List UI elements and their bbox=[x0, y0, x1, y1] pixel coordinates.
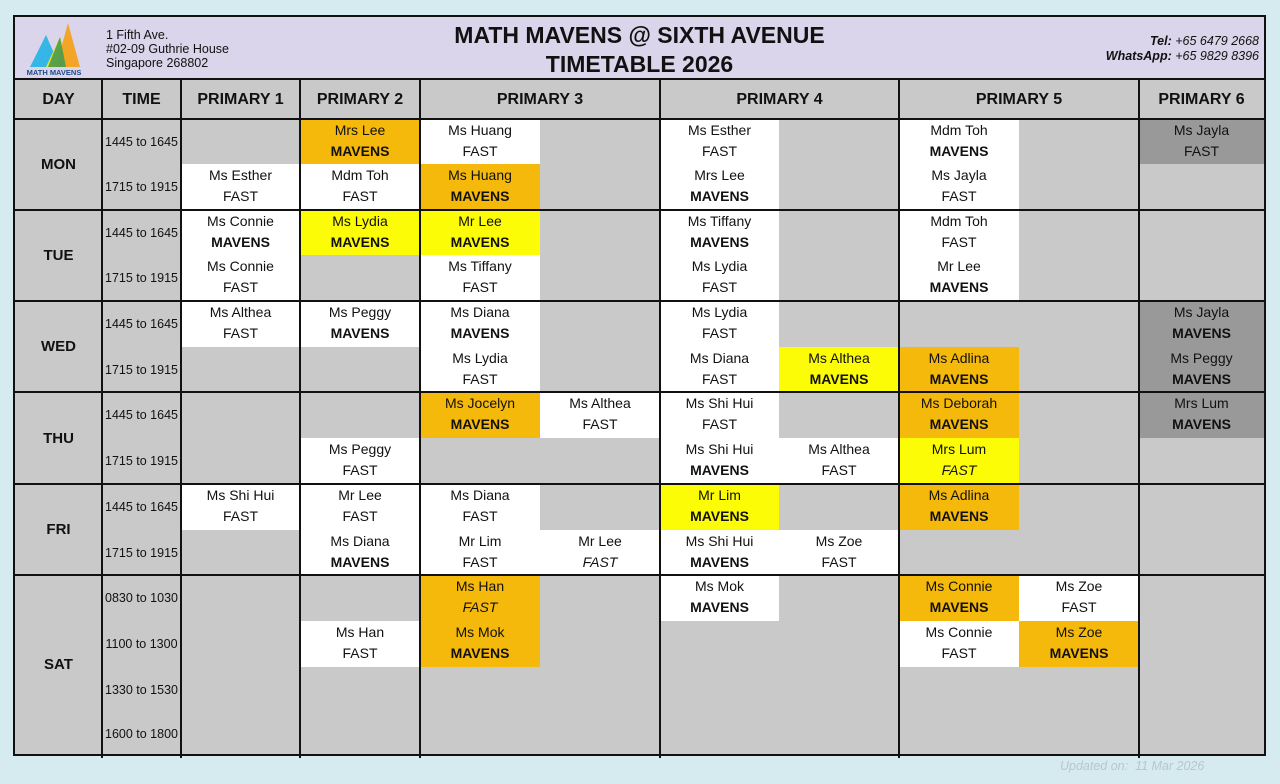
program-name: FAST bbox=[1183, 143, 1219, 159]
timetable bbox=[13, 15, 1266, 756]
grid-line-horizontal bbox=[15, 574, 1264, 576]
class-cell[interactable] bbox=[660, 530, 779, 575]
time-slot: 1445 to 1645 bbox=[102, 484, 181, 530]
page-title bbox=[315, 21, 964, 79]
teacher-name: Mr Lim bbox=[698, 487, 741, 503]
teacher-name: Mr Lee bbox=[458, 213, 502, 229]
math-mavens-logo bbox=[20, 21, 88, 77]
day-wed: WED bbox=[15, 301, 102, 392]
time-slot: 1715 to 1915 bbox=[102, 164, 181, 210]
time-slot: 1100 to 1300 bbox=[102, 621, 181, 667]
class-cell[interactable] bbox=[300, 621, 420, 667]
header-primary-6: PRIMARY 6 bbox=[1139, 80, 1264, 119]
title-line-2: TIMETABLE 2026 bbox=[545, 51, 734, 77]
teacher-name: Ms Jocelyn bbox=[444, 395, 516, 411]
teacher-name: Ms Zoe bbox=[815, 533, 863, 549]
class-cell[interactable] bbox=[660, 347, 779, 392]
class-cell[interactable] bbox=[181, 255, 300, 301]
program-name: FAST bbox=[701, 279, 737, 295]
class-cell[interactable] bbox=[899, 575, 1019, 621]
teacher-name: Ms Lydia bbox=[452, 350, 508, 366]
teacher-name: Mr Lim bbox=[458, 533, 502, 549]
address-line: Singapore 268802 bbox=[106, 56, 209, 70]
updated-date: 11 Mar 2026 bbox=[1135, 759, 1205, 773]
grid-line-vertical bbox=[101, 80, 103, 758]
class-cell[interactable] bbox=[181, 484, 300, 530]
class-cell[interactable] bbox=[300, 530, 420, 575]
class-cell[interactable] bbox=[420, 255, 540, 301]
grid-line-horizontal bbox=[15, 300, 1264, 302]
teacher-name: Ms Han bbox=[335, 624, 385, 640]
time-slot: 1715 to 1915 bbox=[102, 255, 181, 301]
program-name: FAST bbox=[462, 599, 498, 615]
teacher-name: Ms Zoe bbox=[1055, 578, 1103, 594]
program-name: FAST bbox=[941, 188, 977, 204]
teacher-name: Mrs Lum bbox=[931, 441, 987, 457]
program-name: MAVENS bbox=[690, 599, 749, 615]
teacher-name: Ms Diana bbox=[450, 487, 510, 503]
teacher-name: Mdm Toh bbox=[930, 122, 988, 138]
time-slot: 1330 to 1530 bbox=[102, 667, 181, 713]
teacher-name: Ms Mok bbox=[455, 624, 505, 640]
program-name: MAVENS bbox=[1049, 645, 1109, 661]
teacher-name: Ms Shi Hui bbox=[685, 395, 754, 411]
teacher-name: Ms Esther bbox=[208, 167, 272, 183]
class-cell[interactable] bbox=[300, 438, 420, 484]
class-cell[interactable] bbox=[660, 438, 779, 484]
program-name: FAST bbox=[821, 462, 857, 478]
teacher-name: Ms Zoe bbox=[1055, 624, 1103, 640]
class-cell[interactable] bbox=[899, 484, 1019, 530]
teacher-name: Ms Lydia bbox=[691, 258, 748, 274]
program-name: FAST bbox=[222, 325, 258, 341]
updated-label: Updated on: bbox=[1060, 759, 1129, 773]
program-name: FAST bbox=[462, 554, 498, 570]
program-name: MAVENS bbox=[929, 508, 989, 524]
teacher-name: Ms Peggy bbox=[328, 441, 392, 457]
class-cell[interactable] bbox=[660, 164, 779, 210]
address-line: #02-09 Guthrie House bbox=[106, 42, 229, 56]
program-name: FAST bbox=[462, 508, 498, 524]
teacher-name: Ms Peggy bbox=[1170, 350, 1233, 366]
header-time: TIME bbox=[102, 80, 181, 119]
time-slot: 1715 to 1915 bbox=[102, 438, 181, 484]
day-sat: SAT bbox=[15, 575, 102, 754]
header-day: DAY bbox=[15, 80, 102, 119]
teacher-name: Ms Jayla bbox=[1173, 304, 1230, 320]
class-cell[interactable] bbox=[1139, 347, 1264, 392]
grid-line-vertical bbox=[419, 80, 421, 758]
class-cell[interactable] bbox=[1019, 575, 1139, 621]
updated-note bbox=[1060, 759, 1204, 773]
class-cell[interactable] bbox=[420, 347, 540, 392]
grid-line-vertical bbox=[659, 80, 661, 758]
whatsapp-value: +65 9829 8396 bbox=[1175, 49, 1259, 63]
program-name: FAST bbox=[701, 416, 737, 432]
program-name: FAST bbox=[222, 508, 258, 524]
teacher-name: Ms Jayla bbox=[931, 167, 987, 183]
time-slot: 1600 to 1800 bbox=[102, 713, 181, 754]
program-name: FAST bbox=[701, 143, 737, 159]
class-cell[interactable] bbox=[899, 621, 1019, 667]
class-cell[interactable] bbox=[420, 484, 540, 530]
teacher-name: Ms Esther bbox=[687, 122, 751, 138]
grid-line-vertical bbox=[898, 80, 900, 758]
time-slot: 0830 to 1030 bbox=[102, 575, 181, 621]
program-name: MAVENS bbox=[330, 234, 390, 250]
class-cell[interactable] bbox=[899, 119, 1019, 164]
teacher-name: Ms Han bbox=[455, 578, 505, 594]
time-slot: 1445 to 1645 bbox=[102, 119, 181, 164]
grid-line-vertical bbox=[299, 80, 301, 758]
teacher-name: Ms Huang bbox=[448, 122, 512, 138]
teacher-name: Ms Jayla bbox=[1173, 122, 1230, 138]
class-cell[interactable] bbox=[420, 392, 540, 438]
class-cell[interactable] bbox=[300, 164, 420, 210]
class-cell[interactable] bbox=[181, 164, 300, 210]
class-cell[interactable] bbox=[420, 119, 540, 164]
tel-label: Tel: bbox=[1149, 34, 1172, 48]
program-name: MAVENS bbox=[809, 371, 869, 387]
timetable-header bbox=[15, 17, 1264, 80]
time-slot: 1715 to 1915 bbox=[102, 530, 181, 575]
class-cell[interactable] bbox=[660, 210, 779, 255]
teacher-name: Ms Diana bbox=[330, 533, 390, 549]
class-cell[interactable] bbox=[300, 301, 420, 347]
class-cell[interactable] bbox=[899, 438, 1019, 484]
program-name: MAVENS bbox=[690, 234, 749, 250]
class-cell[interactable] bbox=[899, 210, 1019, 255]
teacher-name: Ms Diana bbox=[450, 304, 510, 320]
time-slot: 1445 to 1645 bbox=[102, 392, 181, 438]
teacher-name: Ms Tiffany bbox=[448, 258, 512, 274]
class-cell[interactable] bbox=[660, 575, 779, 621]
teacher-name: Ms Mok bbox=[695, 578, 744, 594]
class-cell[interactable] bbox=[779, 438, 899, 484]
program-name: MAVENS bbox=[450, 188, 510, 204]
program-name: MAVENS bbox=[929, 279, 989, 295]
teacher-name: Mrs Lee bbox=[334, 122, 386, 138]
class-cell[interactable] bbox=[420, 530, 540, 575]
program-name: MAVENS bbox=[929, 416, 989, 432]
teacher-name: Mr Lee bbox=[578, 533, 622, 549]
class-cell[interactable] bbox=[899, 255, 1019, 301]
grid-line-horizontal bbox=[15, 483, 1264, 485]
class-cell[interactable] bbox=[1139, 119, 1264, 164]
class-cell[interactable] bbox=[540, 530, 660, 575]
program-name: MAVENS bbox=[929, 371, 989, 387]
teacher-name: Mr Lee bbox=[937, 258, 981, 274]
class-cell[interactable] bbox=[660, 484, 779, 530]
class-cell[interactable] bbox=[181, 210, 300, 255]
time-slot: 1715 to 1915 bbox=[102, 347, 181, 392]
program-name: FAST bbox=[342, 645, 378, 661]
program-name: MAVENS bbox=[690, 188, 749, 204]
program-name: MAVENS bbox=[330, 554, 390, 570]
program-name: MAVENS bbox=[450, 416, 510, 432]
teacher-name: Ms Connie bbox=[925, 578, 993, 594]
teacher-name: Ms Adlina bbox=[928, 350, 990, 366]
class-cell[interactable] bbox=[899, 392, 1019, 438]
address-line: 1 Fifth Ave. bbox=[106, 28, 169, 42]
teacher-name: Ms Althea bbox=[569, 395, 631, 411]
program-name: MAVENS bbox=[690, 508, 749, 524]
teacher-name: Ms Lydia bbox=[332, 213, 388, 229]
teacher-name: Ms Connie bbox=[207, 258, 274, 274]
class-cell[interactable] bbox=[660, 119, 779, 164]
program-name: FAST bbox=[941, 234, 977, 250]
program-name: MAVENS bbox=[330, 325, 390, 341]
grid-line-horizontal bbox=[15, 118, 1264, 120]
teacher-name: Mrs Lum bbox=[1174, 395, 1229, 411]
class-cell[interactable] bbox=[1139, 301, 1264, 347]
class-cell[interactable] bbox=[1019, 621, 1139, 667]
class-cell[interactable] bbox=[300, 484, 420, 530]
tel-value: +65 6479 2668 bbox=[1175, 34, 1259, 48]
program-name: MAVENS bbox=[450, 234, 510, 250]
teacher-name: Ms Shi Hui bbox=[685, 441, 754, 457]
program-name: MAVENS bbox=[330, 143, 390, 159]
program-name: FAST bbox=[701, 325, 737, 341]
program-name: MAVENS bbox=[450, 645, 510, 661]
program-name: FAST bbox=[821, 554, 857, 570]
class-cell[interactable] bbox=[899, 164, 1019, 210]
day-fri: FRI bbox=[15, 484, 102, 575]
teacher-name: Ms Connie bbox=[207, 213, 274, 229]
teacher-name: Ms Peggy bbox=[328, 304, 392, 320]
grid-line-horizontal bbox=[15, 391, 1264, 393]
program-name: MAVENS bbox=[929, 143, 989, 159]
teacher-name: Ms Deborah bbox=[920, 395, 998, 411]
program-name: FAST bbox=[222, 279, 258, 295]
class-cell[interactable] bbox=[1139, 392, 1264, 438]
program-name: MAVENS bbox=[1172, 416, 1231, 432]
time-slot: 1445 to 1645 bbox=[102, 301, 181, 347]
program-name: FAST bbox=[342, 188, 378, 204]
title-line-1: MATH MAVENS @ SIXTH AVENUE bbox=[454, 22, 825, 48]
program-name: FAST bbox=[342, 508, 378, 524]
header-primary-2: PRIMARY 2 bbox=[300, 80, 420, 119]
class-cell[interactable] bbox=[540, 392, 660, 438]
teacher-name: Ms Adlina bbox=[928, 487, 990, 503]
class-cell[interactable] bbox=[660, 392, 779, 438]
class-cell[interactable] bbox=[181, 301, 300, 347]
contact-block bbox=[1106, 34, 1259, 64]
program-name: FAST bbox=[342, 462, 378, 478]
program-name: MAVENS bbox=[211, 234, 270, 250]
class-cell[interactable] bbox=[300, 119, 420, 164]
program-name: MAVENS bbox=[1172, 325, 1231, 341]
program-name: MAVENS bbox=[690, 554, 749, 570]
teacher-name: Mdm Toh bbox=[930, 213, 988, 229]
teacher-name: Ms Shi Hui bbox=[206, 487, 275, 503]
class-cell[interactable] bbox=[420, 210, 540, 255]
teacher-name: Mrs Lee bbox=[694, 167, 745, 183]
whatsapp-label: WhatsApp: bbox=[1105, 49, 1172, 63]
class-cell[interactable] bbox=[779, 347, 899, 392]
day-tue: TUE bbox=[15, 210, 102, 301]
grid-line-vertical bbox=[1138, 80, 1140, 758]
teacher-name: Ms Diana bbox=[689, 350, 750, 366]
program-name: MAVENS bbox=[1172, 371, 1231, 387]
class-cell[interactable] bbox=[660, 301, 779, 347]
program-name: FAST bbox=[1061, 599, 1097, 615]
teacher-name: Ms Lydia bbox=[691, 304, 748, 320]
program-name: FAST bbox=[462, 279, 498, 295]
header-primary-1: PRIMARY 1 bbox=[181, 80, 300, 119]
class-cell[interactable] bbox=[899, 347, 1019, 392]
program-name: FAST bbox=[462, 371, 498, 387]
class-cell[interactable] bbox=[420, 164, 540, 210]
class-cell[interactable] bbox=[420, 301, 540, 347]
program-name: MAVENS bbox=[929, 599, 989, 615]
header-primary-5: PRIMARY 5 bbox=[899, 80, 1139, 119]
teacher-name: Ms Huang bbox=[448, 167, 512, 183]
teacher-name: Mr Lee bbox=[338, 487, 382, 503]
teacher-name: Ms Althea bbox=[808, 441, 870, 457]
teacher-name: Ms Tiffany bbox=[687, 213, 752, 229]
program-name: FAST bbox=[701, 371, 737, 387]
class-cell[interactable] bbox=[300, 210, 420, 255]
header-primary-4: PRIMARY 4 bbox=[660, 80, 899, 119]
grid-line-vertical bbox=[180, 80, 182, 758]
class-cell[interactable] bbox=[779, 530, 899, 575]
svg-text:MATH MAVENS: MATH MAVENS bbox=[26, 68, 82, 77]
day-thu: THU bbox=[15, 392, 102, 484]
class-cell[interactable] bbox=[660, 255, 779, 301]
teacher-name: Ms Althea bbox=[808, 350, 870, 366]
day-mon: MON bbox=[15, 119, 102, 210]
header-primary-3: PRIMARY 3 bbox=[420, 80, 660, 119]
program-name: FAST bbox=[582, 554, 618, 570]
program-name: FAST bbox=[941, 645, 977, 661]
program-name: FAST bbox=[462, 143, 498, 159]
teacher-name: Ms Shi Hui bbox=[685, 533, 754, 549]
address-block bbox=[106, 28, 229, 70]
program-name: MAVENS bbox=[450, 325, 510, 341]
program-name: FAST bbox=[222, 188, 258, 204]
teacher-name: Ms Althea bbox=[209, 304, 272, 320]
program-name: FAST bbox=[582, 416, 618, 432]
teacher-name: Ms Connie bbox=[925, 624, 993, 640]
class-cell[interactable] bbox=[420, 575, 540, 621]
program-name: FAST bbox=[941, 462, 977, 478]
teacher-name: Mdm Toh bbox=[331, 167, 389, 183]
time-slot: 1445 to 1645 bbox=[102, 210, 181, 255]
program-name: MAVENS bbox=[690, 462, 749, 478]
grid-line-horizontal bbox=[15, 209, 1264, 211]
class-cell[interactable] bbox=[420, 621, 540, 667]
